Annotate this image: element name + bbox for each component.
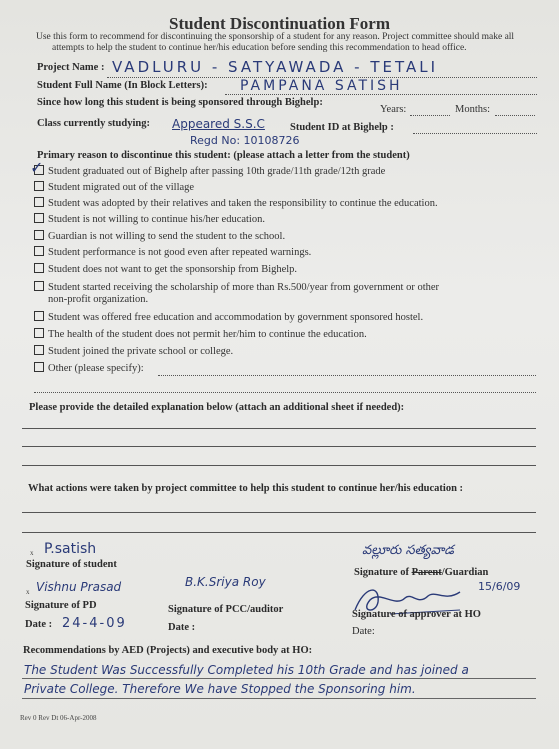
reason-option-9[interactable] <box>34 311 423 323</box>
reason-label: Student does not want to get the sponsorship from Bighelp. <box>48 264 298 275</box>
recommendation-text-2: Private College. Therefore We have Stopped the Sponsoring him. <box>24 682 416 696</box>
full-name-line <box>225 94 537 95</box>
reason-option-2[interactable] <box>34 181 194 193</box>
recommendation-line-1 <box>22 678 536 679</box>
recommendation-line-2 <box>22 698 536 699</box>
full-name-value: PAMPANA SATISH <box>240 78 403 94</box>
other-specify-line <box>158 375 536 376</box>
reason-option-6[interactable] <box>34 246 311 258</box>
student-id-line <box>413 133 537 134</box>
reasons-heading: Primary reason to discontinue this student: (please attach a letter from the student) <box>37 150 410 161</box>
checkbox[interactable] <box>34 230 44 240</box>
recommendation-text-1: The Student Was Successfully Completed his 10th Grade and has joined a <box>24 663 469 677</box>
student-id-label: Student ID at Bighelp : <box>290 122 394 133</box>
checkbox[interactable] <box>34 345 44 355</box>
reason-option-4[interactable] <box>34 213 265 225</box>
pcc-date-label: Date : <box>168 622 196 633</box>
pd-signature: Vishnu Prasad <box>36 580 122 594</box>
reason-option-12[interactable] <box>34 362 144 374</box>
guardian-signature-label <box>354 567 488 578</box>
reason-option-10[interactable] <box>34 328 367 340</box>
checkbox[interactable] <box>34 362 44 372</box>
guardian-signature: వల్లూరు సత్యవాడ <box>362 543 454 558</box>
intro-line-1: Use this form to recommend for discontinuing the sponsorship of a student for any reason. Project committee should make all <box>36 32 515 42</box>
reason-option-5[interactable] <box>34 230 285 242</box>
years-line <box>410 115 450 116</box>
checkbox[interactable] <box>34 246 44 256</box>
x-mark-pd: x <box>26 588 30 596</box>
reason-label: Guardian is not willing to send the student to the school. <box>48 231 286 242</box>
project-name-label: Project Name : <box>37 62 105 73</box>
approver-date-label: Date: <box>352 626 375 637</box>
form-title: Student Discontinuation Form <box>168 14 391 33</box>
checkbox[interactable] <box>34 197 44 207</box>
months-line <box>495 115 535 116</box>
revision-footer: Rev 0 Rev Dt 06-Apr-2008 <box>20 714 97 722</box>
checkbox[interactable] <box>34 328 44 338</box>
full-name-label: Student Full Name (In Block Letters): <box>37 80 208 91</box>
recommendations-label: Recommendations by AED (Projects) and executive body at HO: <box>23 645 313 656</box>
reason-label: Student is not willing to continue his/her education. <box>48 214 265 225</box>
pcc-signature: B.K.Sriya Roy <box>185 575 266 589</box>
checkbox[interactable] <box>34 181 44 191</box>
explanation-line-3[interactable] <box>22 465 536 466</box>
student-signature: P.satish <box>44 541 97 557</box>
check-mark: ✓ <box>30 158 44 177</box>
months-label: Months: <box>455 104 491 115</box>
reason-label: Student performance is not good even after repeated warnings. <box>48 247 312 258</box>
approver-signature-label: Signature of approver at HO <box>352 609 481 620</box>
reason-option-11[interactable] <box>34 345 233 357</box>
guardian-label-struck: Parent <box>411 567 442 578</box>
reason-option-7[interactable] <box>34 263 297 275</box>
reason-label: Other (please specify): <box>48 363 144 374</box>
checkbox[interactable] <box>34 311 44 321</box>
actions-label: What actions were taken by project committee to help this student to continue her/his education : <box>28 483 464 494</box>
class-label: Class currently studying: <box>37 118 150 129</box>
since-label: Since how long this student is being sponsored through Bighelp: <box>37 97 323 108</box>
pcc-signature-label: Signature of PCC/auditor <box>168 604 284 615</box>
regd-number: Regd No: 10108726 <box>190 134 300 147</box>
reason-label: The health of the student does not permit her/him to continue the education. <box>48 329 367 340</box>
explanation-label: Please provide the detailed explanation below (attach an additional sheet if needed): <box>29 402 405 413</box>
reason-option-8[interactable] <box>34 281 439 293</box>
reason-label: Student joined the private school or college. <box>48 346 234 357</box>
guardian-label-post: /Guardian <box>441 567 489 578</box>
reason-option-1[interactable] <box>34 165 385 177</box>
explanation-line-2[interactable] <box>22 446 536 447</box>
checkbox[interactable] <box>34 281 44 291</box>
intro-line-2: attempts to help the student to continue her/his education before sending this recommendation to head office. <box>52 43 467 53</box>
x-mark: x <box>30 549 34 557</box>
project-name-value: VADLURU - SATYAWADA - TETALI <box>112 58 438 76</box>
reason-label: Student started receiving the scholarship of more than Rs.500/year from government or other <box>48 282 440 293</box>
reason-label: Student migrated out of the village <box>48 182 195 193</box>
reason-label: Student was offered free education and accommodation by government sponsored hostel. <box>48 312 424 323</box>
pd-date-value: 24-4-09 <box>62 616 127 631</box>
actions-line-1[interactable] <box>22 512 536 513</box>
pd-signature-label: Signature of PD <box>25 600 97 611</box>
reason-8-continuation: non-profit organization. <box>48 294 149 305</box>
checkbox[interactable] <box>34 263 44 273</box>
reason-label: Student was adopted by their relatives and taken the responsibility to continue the education. <box>48 198 438 209</box>
student-signature-label: Signature of student <box>26 559 117 570</box>
actions-line-2[interactable] <box>22 532 536 533</box>
checkbox[interactable] <box>34 213 44 223</box>
pd-date-label: Date : <box>25 619 53 630</box>
explanation-line-1[interactable] <box>22 428 536 429</box>
reason-option-3[interactable] <box>34 197 438 209</box>
class-value: Appeared S.S.C <box>172 117 265 131</box>
reason-label: Student graduated out of Bighelp after passing 10th grade/11th grade/12th grade <box>48 166 386 177</box>
years-label: Years: <box>380 104 407 115</box>
approver-date-value: 15/6/09 <box>478 580 521 593</box>
guardian-label-pre: Signature of <box>354 567 412 578</box>
other-specify-line-2 <box>34 392 536 393</box>
